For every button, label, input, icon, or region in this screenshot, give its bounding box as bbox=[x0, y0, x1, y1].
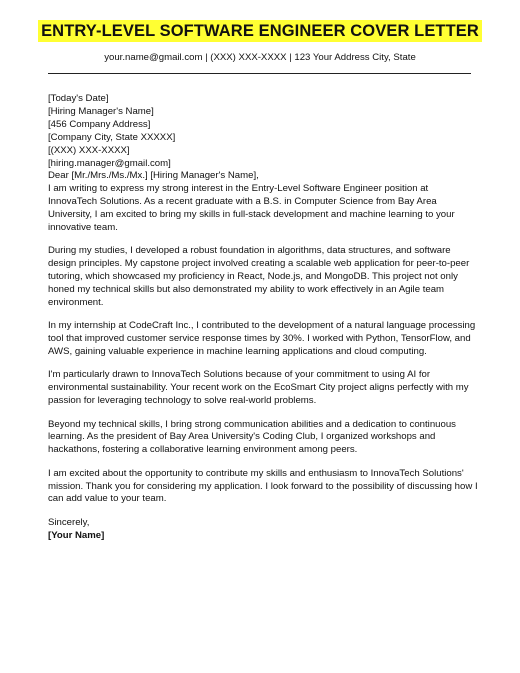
paragraph-internship: In my internship at CodeCraft Inc., I contributed to the development of a natural language processing tool that improved customer service response times by 30%. I worked with Python, TensorFlow, and AWS, gaining valuable experience in machine learning applications and cloud computing. bbox=[48, 320, 476, 358]
greeting: Dear [Mr./Mrs./Ms./Mx.] [Hiring Manager's Name], bbox=[48, 170, 259, 182]
recipient-email: [hiring.manager@gmail.com] bbox=[48, 157, 171, 169]
recipient-block bbox=[48, 106, 478, 171]
recipient-phone: [(XXX) XXX-XXXX] bbox=[48, 144, 130, 156]
paragraph-company-fit: I'm particularly drawn to InnovaTech Solutions because of your commitment to using AI for environmental sustainability. Your recent work on the EcoSmart City project aligns perfectly with my passion for leveraging technology to solve real-world problems. bbox=[48, 369, 469, 407]
recipient-name: [Hiring Manager's Name] bbox=[48, 105, 154, 117]
recipient-city-state: [Company City, State XXXXX] bbox=[48, 131, 176, 143]
title-container bbox=[0, 20, 520, 42]
header-divider bbox=[48, 73, 471, 74]
paragraph-intro: I am writing to express my strong interest in the Entry-Level Software Engineer position at InnovaTech Solutions. As a recent graduate with a B.S. in Computer Science from Bay Area University, I am excited to bring my skills in full-stack development and machine learning to your innovative team. bbox=[48, 183, 455, 234]
paragraph-studies: During my studies, I developed a robust foundation in algorithms, data structures, and software design principles. My capstone project involved creating a scalable web application for peer-to-peer tutoring, which showcased my proficiency in React, Node.js, and MongoDB. This project not only honed my technical skills but also demonstrated my ability to work effectively in an Agile team environment. bbox=[48, 245, 470, 308]
closing: Sincerely, bbox=[48, 516, 90, 528]
letter-body bbox=[48, 93, 478, 543]
contact-line: your.name@gmail.com | (XXX) XXX-XXXX | 123 Your Address City, State bbox=[104, 52, 416, 63]
paragraph-soft-skills: Beyond my technical skills, I bring strong communication abilities and a dedication to continuous learning. As the president of Bay Area University's Coding Club, I organized workshops and hackathons, fostering a collaborative learning environment among peers. bbox=[48, 418, 456, 456]
letter-date: [Today's Date] bbox=[48, 93, 109, 104]
recipient-address: [456 Company Address] bbox=[48, 118, 151, 130]
paragraph-conclusion: I am excited about the opportunity to contribute my skills and enthusiasm to InnovaTech Solutions' mission. Thank you for considering my application. I look forward to the possibility of discussing how I can add value to your team. bbox=[48, 467, 478, 505]
page-title: ENTRY-LEVEL SOFTWARE ENGINEER COVER LETTER bbox=[38, 20, 482, 42]
signature: [Your Name] bbox=[48, 529, 105, 541]
